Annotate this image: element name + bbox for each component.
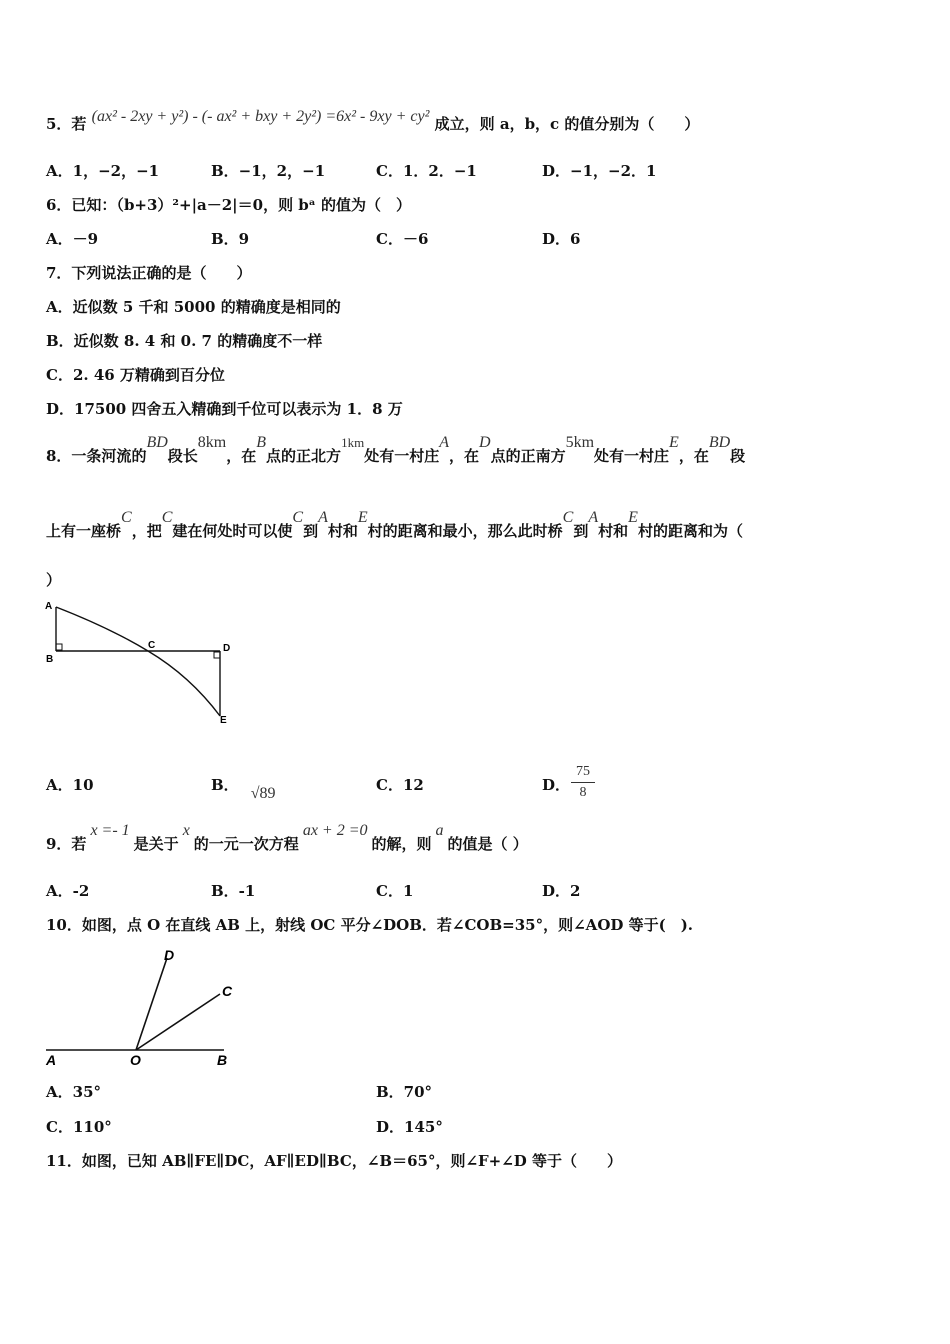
q9-option-d: D．2: [542, 882, 581, 900]
q10-option-b: B．70°: [376, 1083, 433, 1101]
q9-option-c: C．1: [376, 882, 414, 900]
right-angle-b: [56, 644, 62, 650]
q7-option-a: A．近似数 5 千和 5000 的精确度是相同的: [46, 298, 341, 316]
q8-option-b: [211, 775, 276, 802]
q8-text: 处有一村庄: [364, 447, 440, 465]
q8-option-b-value: √89: [250, 785, 276, 802]
q8-text: 处有一村庄: [594, 447, 670, 465]
q9-text: 的值是（ ）: [447, 835, 528, 853]
ray-od: [136, 958, 167, 1050]
q8-text: 点的正南方: [490, 447, 566, 465]
q8-text: 村的距离和最小，那么此时桥: [367, 522, 563, 540]
q8-text: ，把: [131, 522, 162, 540]
fraction-bar: [571, 782, 595, 783]
q6-option-d: D．6: [542, 230, 581, 248]
q8-line-1: [46, 434, 746, 467]
q8-line-2: [46, 509, 743, 542]
q8-math-c: C: [161, 509, 173, 526]
q9-text: 9．若: [46, 835, 87, 853]
q9-line: [46, 822, 528, 855]
q5-option-b: B．−1，2，−1: [211, 162, 326, 180]
label-c: C: [222, 983, 233, 999]
q8-math-a: A: [318, 509, 328, 526]
q8-option-d: D．: [542, 776, 571, 794]
q8-option-c: C．12: [376, 776, 424, 794]
q8-text: 建在何处时可以使: [172, 522, 293, 540]
label-e: E: [220, 715, 227, 726]
q9-math-a: a: [435, 822, 444, 839]
q8-option-d-fraction: [571, 764, 595, 801]
fraction-numerator: 75: [576, 764, 590, 779]
q8-math-a: A: [588, 509, 599, 526]
label-d: D: [164, 947, 175, 963]
q5-line: [46, 108, 700, 135]
q8-text: 村和: [598, 522, 629, 540]
q10-option-a: A．35°: [46, 1083, 102, 1101]
q8-math-e: E: [628, 509, 638, 526]
q8-math-c: C: [121, 509, 132, 526]
label-d: D: [223, 643, 231, 654]
q8-math-b: B: [256, 434, 267, 451]
q8-math-5km: 5km: [565, 434, 595, 451]
q8-math-bd: BD: [146, 434, 168, 451]
segment-ce: [148, 651, 220, 716]
q11-stem: 11．如图，已知 AB∥FE∥DC，AF∥ED∥BC，∠B＝65°，则∠F+∠D 等于（ ）: [46, 1152, 623, 1170]
q5-tail: 成立，则 a，b，c 的值分别为（ ）: [434, 115, 700, 133]
q8-text: ，在: [226, 447, 257, 465]
fraction-denominator: 8: [579, 785, 587, 800]
q8-math-e: E: [669, 434, 679, 451]
label-b: B: [217, 1052, 228, 1068]
q8-text: 到: [303, 522, 319, 540]
q6-option-b: B．9: [211, 230, 250, 248]
q8-option-a: A．10: [46, 776, 94, 794]
q8-text: 村和: [327, 522, 358, 540]
q10-stem: 10．如图，点 O 在直线 AB 上，射线 OC 平分∠DOB．若∠COB=35°，则∠AOD 等于( ).: [46, 916, 694, 934]
q8-figure: [40, 596, 240, 726]
q9-option-b: B．-1: [211, 882, 256, 900]
q8-math-d: D: [479, 434, 491, 451]
q8-math-1km: 1km: [341, 435, 365, 450]
q6-option-a: A．－9: [46, 230, 99, 248]
q9-math-equation: ax + 2 =0: [302, 822, 368, 839]
q6-stem: 6．已知：（b+3）²+|a－2|＝0，则 bᵃ 的值为（ ）: [46, 196, 411, 214]
label-a: A: [45, 601, 53, 612]
q5-option-c: C．1．2．−1: [376, 162, 477, 180]
q6-option-c: C．－6: [376, 230, 429, 248]
q8-text: ，在: [448, 447, 479, 465]
q9-math-x: x: [182, 822, 190, 839]
q9-text: 的解，则: [371, 835, 432, 853]
q5-option-a: A．1，−2，−1: [46, 162, 160, 180]
q8-text: 到: [573, 522, 589, 540]
right-angle-d: [214, 652, 220, 658]
q7-option-d: D．17500 四舍五入精确到千位可以表示为 1．8 万: [46, 400, 403, 418]
label-c: C: [148, 640, 156, 651]
q10-option-d: D．145°: [376, 1118, 443, 1136]
q9-text: 的一元一次方程: [193, 835, 299, 853]
q8-line-3: ）: [46, 571, 62, 589]
q9-math-x-value: x =- 1: [90, 822, 130, 839]
q8-text: 段长: [167, 447, 198, 465]
q7-option-c: C．2. 46 万精确到百分位: [46, 366, 225, 384]
q8-math-e: E: [357, 509, 368, 526]
q8-math-a: A: [439, 434, 449, 451]
segment-ac: [56, 607, 148, 651]
q8-text: 点的正北方: [266, 447, 342, 465]
q8-text: ，在: [678, 447, 709, 465]
q10-figure: [40, 944, 250, 1070]
q5-equation: (ax² - 2xy + y²) - (- ax² + bxy + 2y²) =6x² - 9xy + cy²: [91, 108, 430, 125]
q7-option-b: B．近似数 8. 4 和 0. 7 的精确度不一样: [46, 332, 323, 350]
q7-stem: 7．下列说法正确的是（ ）: [46, 264, 252, 282]
q8-math-8km: 8km: [197, 434, 227, 451]
q8-math-bd: BD: [708, 434, 731, 451]
q8-text: 段: [730, 447, 746, 465]
q5-number: 5．若: [46, 115, 87, 133]
label-b: B: [46, 654, 54, 665]
q8-text: 上有一座桥: [46, 522, 122, 540]
q8-text: 村的距离和为（: [637, 522, 743, 540]
q8-text: 8．一条河流的: [46, 447, 147, 465]
label-a: A: [46, 1052, 57, 1068]
q10-option-c: C．110°: [46, 1118, 112, 1136]
q9-option-a: A．-2: [46, 882, 90, 900]
ray-oc: [136, 994, 220, 1050]
q9-text: 是关于: [133, 835, 179, 853]
q5-option-d: D．−1，−2．1: [542, 162, 657, 180]
q8-math-c: C: [292, 509, 304, 526]
label-o: O: [130, 1052, 141, 1068]
q8-option-b-label: B．: [211, 776, 239, 794]
q8-math-c: C: [562, 509, 574, 526]
